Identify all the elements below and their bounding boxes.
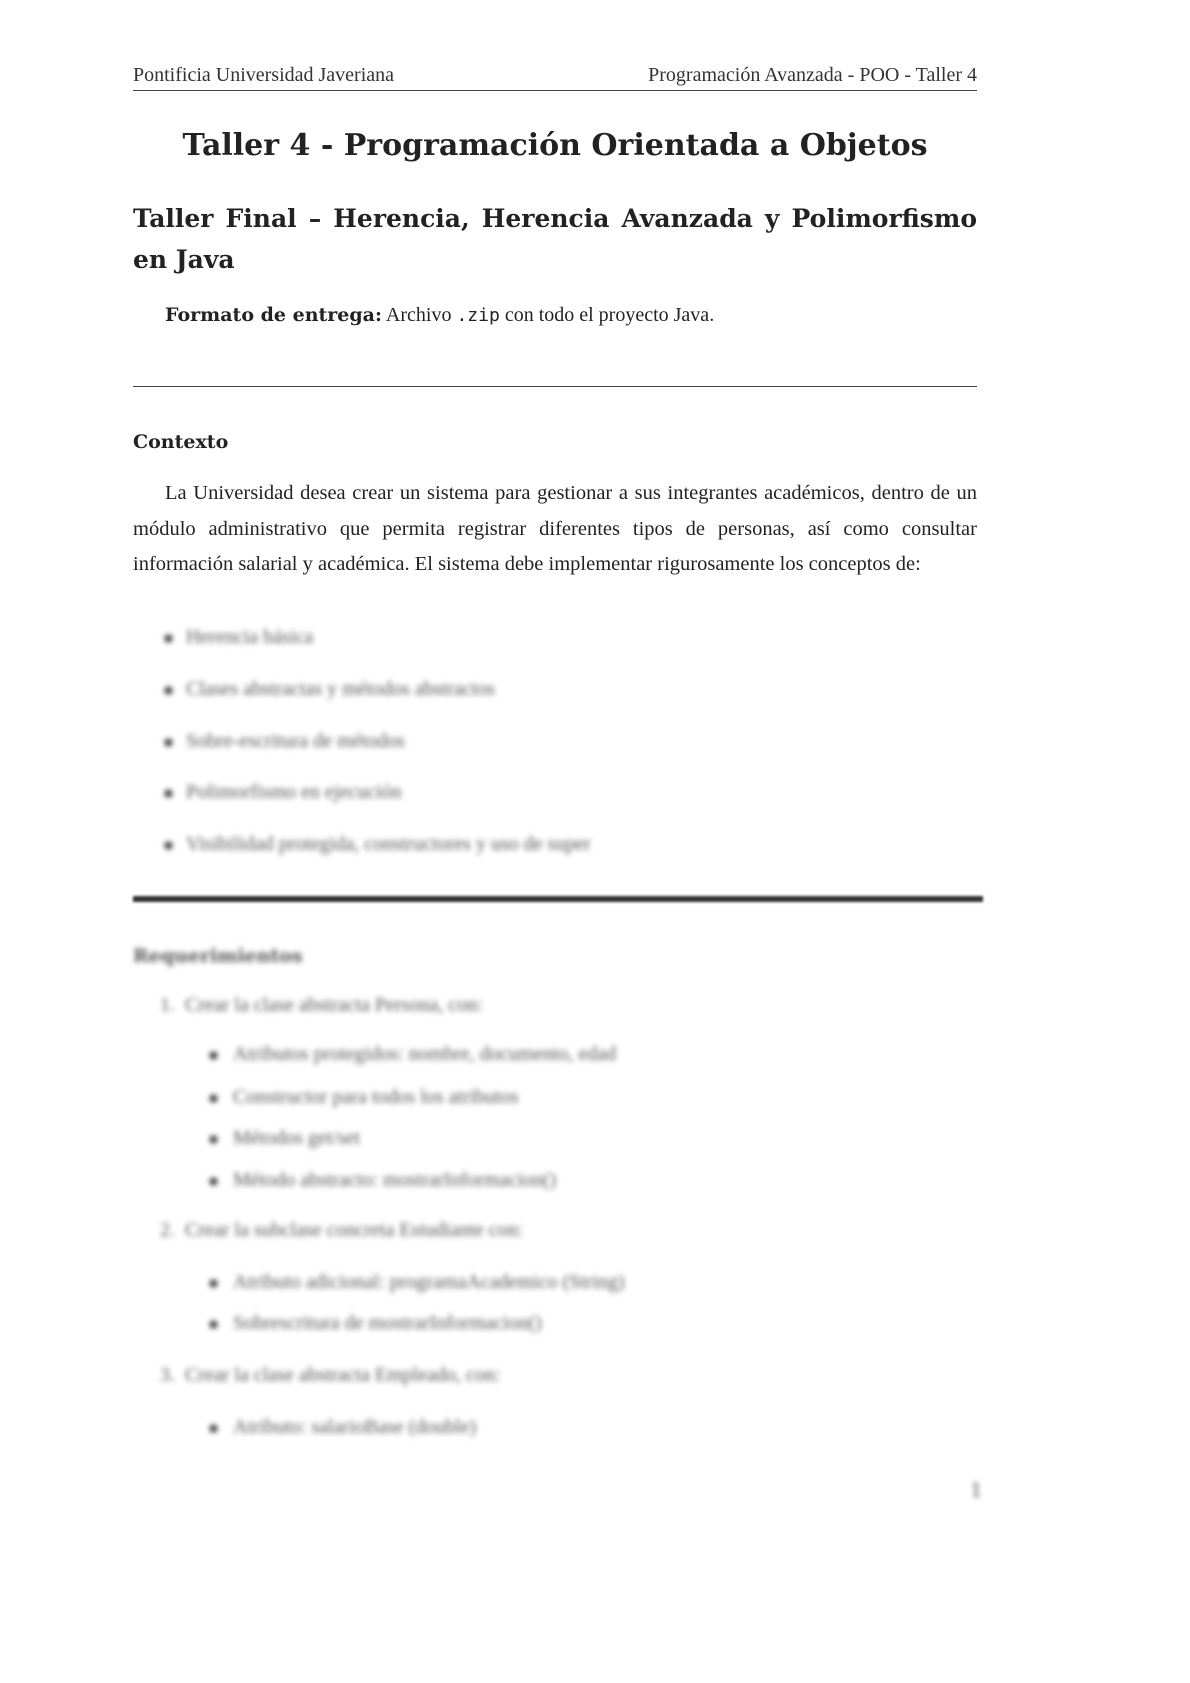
requirement-item: 3. Crear la clase abstracta Empleado, con: bbox=[160, 1364, 501, 1386]
list-item: Atributo: salarioBase (double) bbox=[210, 1416, 476, 1439]
list-item: Herencia básica bbox=[165, 626, 313, 649]
list-item: Atributo adicional: programaAcademico (String) bbox=[210, 1271, 625, 1294]
header-right: Programación Avanzada - POO - Taller 4 bbox=[648, 64, 977, 86]
list-item: Polimorfismo en ejecución bbox=[165, 781, 402, 804]
context-heading: Contexto bbox=[133, 431, 229, 453]
header-rule bbox=[133, 90, 977, 91]
list-item: Clases abstractas y métodos abstractos bbox=[165, 678, 495, 701]
format-code: .zip bbox=[456, 305, 500, 326]
page-title: Taller 4 - Programación Orientada a Objetos bbox=[182, 128, 928, 163]
thick-divider bbox=[133, 896, 983, 902]
list-item: Sobre-escritura de métodos bbox=[165, 730, 405, 753]
list-item: Métodos get/set bbox=[210, 1127, 360, 1150]
list-item: Visibilidad protegida, constructores y uso de super bbox=[165, 833, 591, 856]
requirement-item: 2. Crear la subclase concreta Estudiante con: bbox=[160, 1219, 524, 1241]
list-item: Método abstracto: mostrarInformacion() bbox=[210, 1169, 556, 1192]
subtitle: Taller Final – Herencia, Herencia Avanzada y Polimorfismo en Java bbox=[133, 204, 977, 274]
requirement-item: 1. Crear la clase abstracta Persona, con: bbox=[160, 994, 483, 1016]
format-post: con todo el proyecto Java. bbox=[504, 304, 715, 326]
list-item: Sobrescritura de mostrarInformacion() bbox=[210, 1312, 542, 1335]
requirements-heading: Requerimientos bbox=[133, 945, 303, 967]
delivery-format bbox=[165, 304, 714, 327]
format-pre: Archivo bbox=[385, 304, 452, 326]
page-number: 1 bbox=[970, 1478, 983, 1502]
header-left: Pontificia Universidad Javeriana bbox=[133, 64, 395, 86]
list-item: Constructor para todos los atributos bbox=[210, 1086, 519, 1109]
list-item: Atributos protegidos: nombre, documento, edad bbox=[210, 1043, 616, 1066]
context-paragraph: La Universidad desea crear un sistema para gestionar a sus integrantes académicos, dentro de un módulo administrativo que permita registrar diferentes tipos de personas, así como consultar información salarial y académica. El sistema debe implementar rigurosamente los conceptos de: bbox=[133, 482, 977, 575]
section-divider bbox=[133, 386, 977, 387]
format-label: Formato de entrega: bbox=[165, 304, 382, 326]
